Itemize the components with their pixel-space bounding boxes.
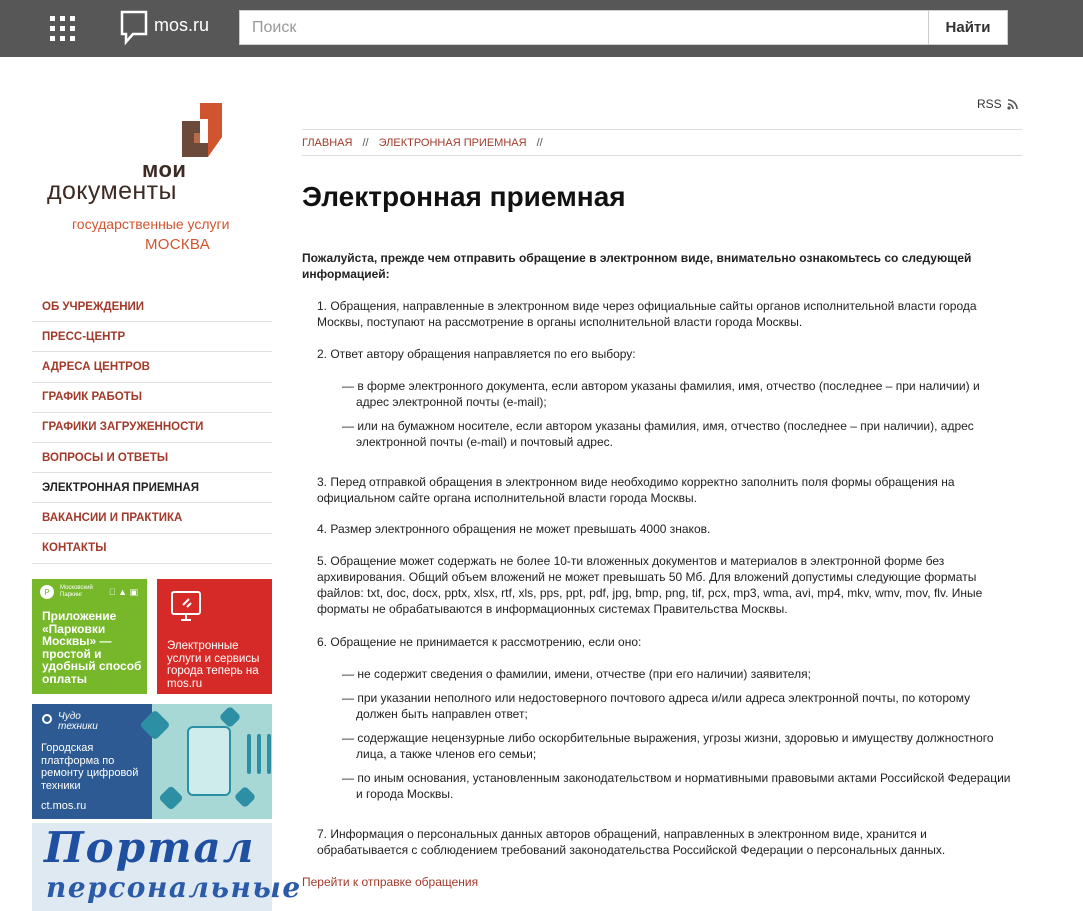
search-input[interactable] bbox=[239, 10, 929, 45]
parking-app-banner[interactable] bbox=[32, 579, 147, 694]
apps-grid-icon[interactable] bbox=[50, 16, 76, 42]
speech-bubble-icon bbox=[120, 10, 148, 44]
rule-item-5: 5. Обращение может содержать не более 10-ти вложенных документов и материалов в электронной форме без архивирования. Общий объем вложений не может превышать 50 Мб. Для вложений допустимы следующие форматы файлов: txt, doc, docx, pptx, xlsx, rtf, xls, pps, ppt, pdf, jpg, bmp, png, tif, pcx, mp3, wma, avi, mp4, mkv, wmv, mov, flv. Иные форматы не обрабатываются в информационных системах Правительства Москвы. bbox=[317, 554, 983, 616]
rule-item-6-reason-4: — по иным основания, установленным законодательством и нормативными правовыми актами Российской Федерации и города Москвы. bbox=[342, 771, 1011, 801]
repair-banner-text: Городская платформа по ремонту цифровой техники bbox=[41, 742, 139, 792]
portal-banner-line1: Портал bbox=[44, 823, 256, 872]
sidebar-item-faq[interactable]: ВОПРОСЫ И ОТВЕТЫ bbox=[32, 443, 272, 473]
brand-line-services: государственные услуги bbox=[72, 216, 230, 232]
repair-banner-left bbox=[32, 704, 152, 819]
store-icons: ▲ ▣ bbox=[108, 586, 129, 597]
page-title: Электронная приемная bbox=[302, 181, 626, 212]
breadcrumb-separator: // bbox=[536, 137, 543, 149]
breadcrumb-separator: // bbox=[362, 137, 369, 149]
rule-item-2: 2. Ответ автору обращения направляется по его выбору: bbox=[317, 347, 636, 361]
screwdriver-icon bbox=[267, 734, 271, 774]
logo-text: mos.ru bbox=[154, 14, 210, 35]
rule-item-6: 6. Обращение не принимается к рассмотрению, если оно: bbox=[317, 635, 642, 649]
parking-logo-line1: Московский bbox=[60, 585, 93, 591]
sidebar-item-press-center[interactable]: ПРЕСС-ЦЕНТР bbox=[32, 322, 272, 352]
e-services-banner-text: Электронные услуги и сервисы города теперь на mos.ru bbox=[167, 640, 260, 690]
rss-link[interactable] bbox=[977, 97, 1018, 111]
intro-text: Пожалуйста, прежде чем отправить обращение в электронном виде, внимательно ознакомьтесь со следующей информацией: bbox=[302, 251, 972, 281]
rule-item-6-reason-1: — не содержит сведения о фамилии, имени, отчестве (при его наличии) заявителя; bbox=[342, 667, 811, 681]
sidebar-item-contacts[interactable]: КОНТАКТЫ bbox=[32, 534, 272, 564]
gear-icon bbox=[234, 786, 257, 809]
rule-item-2-option-1: — в форме электронного документа, если автором указаны фамилия, имя, отчество (последнее – при наличии) и адрес электронной почты (e-mail); bbox=[342, 379, 980, 409]
monitor-icon bbox=[169, 589, 205, 625]
rule-item-6-reason-2: — при указании неполного или недостоверного почтового адреса и/или адреса электронной почты, по которому должен быть направлен ответ; bbox=[342, 691, 971, 721]
brand-line-moscow: МОСКВА bbox=[145, 236, 211, 253]
personal-data-portal-banner[interactable] bbox=[32, 823, 302, 911]
screwdriver-icon bbox=[257, 734, 261, 774]
e-services-banner[interactable] bbox=[157, 579, 272, 694]
rss-label: RSS bbox=[977, 97, 1002, 111]
sidebar-item-schedule[interactable]: ГРАФИК РАБОТЫ bbox=[32, 383, 272, 413]
gear-icon bbox=[158, 785, 183, 810]
breadcrumb-home[interactable]: ГЛАВНАЯ bbox=[302, 137, 353, 149]
brand-emblem-icon bbox=[178, 99, 226, 159]
sidebar-item-about[interactable]: ОБ УЧРЕЖДЕНИИ bbox=[32, 292, 272, 322]
rule-item-1: 1. Обращения, направленные в электронном виде через официальные сайты органов исполнительной власти города Москвы, поступают на рассмотрение в органы исполнительной власти города Москвы. bbox=[317, 299, 977, 329]
mos-ru-logo[interactable] bbox=[120, 10, 209, 44]
rule-item-7: 7. Информация о персональных данных авторов обращений, направленных в электронном виде, хранится и обрабатывается с соблюдением требований законодательства Российской Федерации о персональных данных. bbox=[317, 827, 946, 857]
breadcrumb-current[interactable]: ЭЛЕКТРОННАЯ ПРИЕМНАЯ bbox=[378, 137, 527, 149]
divider bbox=[302, 129, 1022, 130]
divider bbox=[302, 155, 1022, 156]
brand-line-dokumenty: документы bbox=[47, 177, 177, 205]
top-bar bbox=[0, 0, 1083, 57]
repair-platform-banner[interactable] bbox=[32, 704, 272, 819]
sidebar-item-load-charts[interactable]: ГРАФИКИ ЗАГРУЖЕННОСТИ bbox=[32, 413, 272, 443]
repair-logo: Чудо техники bbox=[42, 712, 98, 732]
parking-p-icon: P bbox=[40, 585, 54, 599]
tablet-icon bbox=[187, 726, 231, 796]
rule-item-2-option-2: — или на бумажном носителе, если автором указаны фамилия, имя, отчество (последнее – при наличии), адрес электронной почты (e-mail) и почтовый адрес. bbox=[342, 419, 974, 449]
moi-dokumenty-logo[interactable] bbox=[32, 95, 272, 265]
brand-line-moi: мои bbox=[142, 157, 187, 182]
sidebar-item-vacancies[interactable]: ВАКАНСИИ И ПРАКТИКА bbox=[32, 503, 272, 533]
sidebar-item-e-reception[interactable]: ЭЛЕКТРОННАЯ ПРИЕМНАЯ bbox=[32, 473, 272, 503]
gear-icon bbox=[219, 706, 242, 729]
sidebar-nav bbox=[32, 292, 272, 564]
rule-item-6-reason-3: — содержащие нецензурные либо оскорбительные выражения, угрозы жизни, здоровью и имуществу должностного лица, а также членов его семьи; bbox=[342, 731, 994, 761]
portal-banner-line2: персональные bbox=[46, 871, 302, 904]
parking-logo-line2: Паркинг bbox=[60, 592, 83, 598]
parking-banner-text: Приложение «Парковки Москвы» — простой и удобный способ оплаты bbox=[42, 609, 142, 686]
breadcrumb bbox=[302, 137, 543, 149]
rule-item-3: 3. Перед отправкой обращения в электронном виде необходимо корректно заполнить поля формы обращения на официальном сайте органа исполнительной власти города Москвы. bbox=[317, 475, 955, 505]
repair-banner-url: ct.mos.ru bbox=[41, 800, 87, 812]
screwdriver-icon bbox=[247, 734, 251, 774]
sidebar-item-center-addresses[interactable]: АДРЕСА ЦЕНТРОВ bbox=[32, 352, 272, 382]
search-button[interactable]: Найти bbox=[928, 10, 1008, 45]
parking-logo bbox=[40, 585, 138, 599]
rule-item-4: 4. Размер электронного обращения не может превышать 4000 знаков. bbox=[317, 522, 711, 536]
rss-icon bbox=[1007, 99, 1018, 110]
go-to-submission-link[interactable]: Перейти к отправке обращения bbox=[302, 875, 479, 889]
